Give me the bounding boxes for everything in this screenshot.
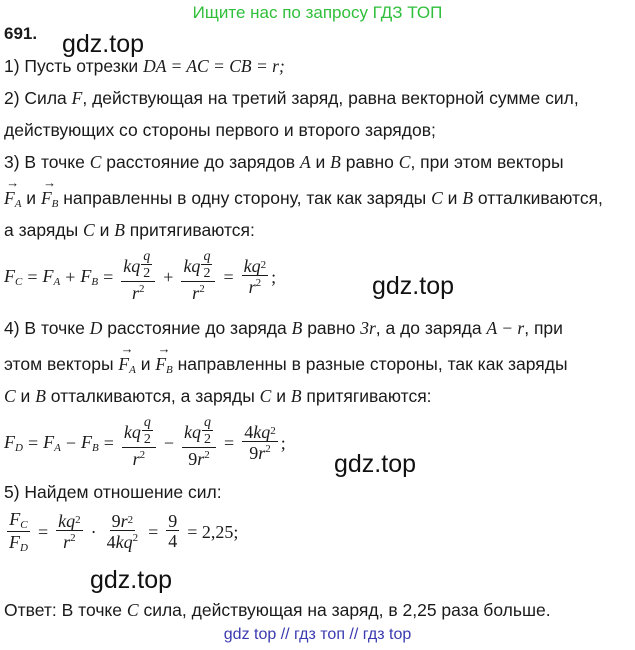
step-3-text: направленны в одну сторону, так как заряды: [58, 188, 432, 208]
step-4-text: направленны в разные стороны, так как заряды: [172, 354, 568, 374]
step-3-text: 3) В точке: [4, 152, 90, 172]
step-2-line-2: действующих со стороны первого и второго зарядов;: [4, 120, 436, 140]
point-c: C: [126, 600, 139, 620]
ratio-result: = 2,25;: [187, 521, 239, 542]
step-4-text: 4) В точке: [4, 318, 90, 338]
step-5: 5) Найдем отношение сил:: [4, 482, 222, 502]
step-1: [4, 56, 285, 77]
step-3-text: и: [310, 152, 331, 172]
search-banner[interactable]: Ищите нас по запросу ГДЗ ТОП: [192, 3, 443, 22]
step-3: [4, 152, 564, 173]
step-2-text: 2) Сила: [4, 88, 72, 108]
step-4-text: равно: [302, 318, 361, 338]
vector-fb: → $F_B$: [155, 354, 172, 376]
step-3-text: расстояние до зарядов: [101, 152, 300, 172]
step-3-line-2: → $F_A$ $и \to F_B$ направленны в одну сторону, так как заряды C и B отталкиваются,: [4, 188, 603, 210]
charge-b: B: [290, 386, 302, 406]
step-4-text: , при: [524, 318, 563, 338]
charge-c: C: [431, 188, 443, 208]
formula-fc: $F_C$ = $F_A$ + $F_B$ = kq $\frac{q}{2}$ $r^2$ + kq $\frac{q}{2}$ $r^2$ = kq 2 $r^2$ ;: [4, 249, 277, 304]
answer-text: сила, действующая на заряд, в 2,25 раза больше.: [138, 600, 551, 620]
watermark: gdz.top: [90, 566, 173, 594]
step-3-text: равно: [340, 152, 399, 172]
charge-a: A: [299, 152, 311, 172]
step-1-math: DA = AC = CB = r;: [143, 56, 285, 76]
step-4-text: отталкиваются, а заряды: [45, 386, 260, 406]
vector-fb: → $F_B$: [41, 188, 58, 210]
charge-b: B: [291, 318, 303, 338]
distance-c: C: [398, 152, 411, 172]
charge-b: B: [462, 188, 474, 208]
step-3-text: притягиваются:: [124, 220, 255, 240]
charge-c: C: [83, 220, 95, 240]
watermark: gdz.top: [62, 30, 145, 58]
step-4-text: расстояние до заряда: [102, 318, 292, 338]
step-3-text: , при этом векторы: [410, 152, 564, 172]
point-c: C: [89, 152, 102, 172]
vector-fa: → $F_A$: [118, 354, 135, 376]
step-2-text: , действующая на третий заряд, равна векторной сумме сил,: [82, 88, 579, 108]
step-4: [4, 318, 563, 339]
step-4-text: этом векторы: [4, 354, 119, 374]
step-1-text: 1) Пусть отрезки: [4, 56, 144, 76]
distance-3r: 3r: [360, 318, 376, 338]
answer: [4, 600, 551, 621]
step-4-text: притягиваются:: [301, 386, 432, 406]
charge-c: C: [4, 386, 16, 406]
problem-number: 691.: [4, 24, 38, 43]
formula-ratio: $\frac{F_C}{F_D}$ = kq 2 $r^2$ · 9 r 2 $4kq^2$ = $\frac{9}{4}$ = 2,25;: [9, 509, 239, 554]
step-3-text: а заряды: [4, 220, 84, 240]
formula-fd: $F_D$ = $F_A$ − $F_B$ = kq $\frac{q}{2}$ $r^2$ − kq $\frac{q}{2}$ $9r^2$ = 4 kq 2 $9r^2$ ;: [4, 415, 286, 470]
charge-b: B: [330, 152, 341, 172]
step-3-text: отталкиваются,: [473, 188, 603, 208]
step-4-line-3: C и B отталкиваются, а заряды C и B притягиваются:: [4, 386, 432, 406]
step-3-line-3: а заряды C и B притягиваются:: [4, 220, 255, 240]
vector-fa: → $F_A$: [4, 188, 21, 210]
charge-b: B: [35, 386, 46, 406]
point-d: D: [89, 318, 103, 338]
watermark: gdz.top: [334, 450, 417, 478]
answer-text: Ответ: В точке: [4, 600, 127, 620]
step-4-line-2: этом векторы → $F_A$ $и \to F_B$ направленны в разные стороны, так как заряды: [4, 354, 568, 376]
footer-links[interactable]: gdz top // гдз топ // гдз top: [223, 626, 412, 643]
step-2: [4, 88, 579, 109]
step-4-text: , а до заряда: [375, 318, 487, 338]
watermark: gdz.top: [372, 272, 455, 300]
force-symbol: F: [71, 88, 83, 108]
charge-c: C: [259, 386, 272, 406]
distance-a-r: A − r: [486, 318, 525, 338]
charge-b: B: [114, 220, 125, 240]
